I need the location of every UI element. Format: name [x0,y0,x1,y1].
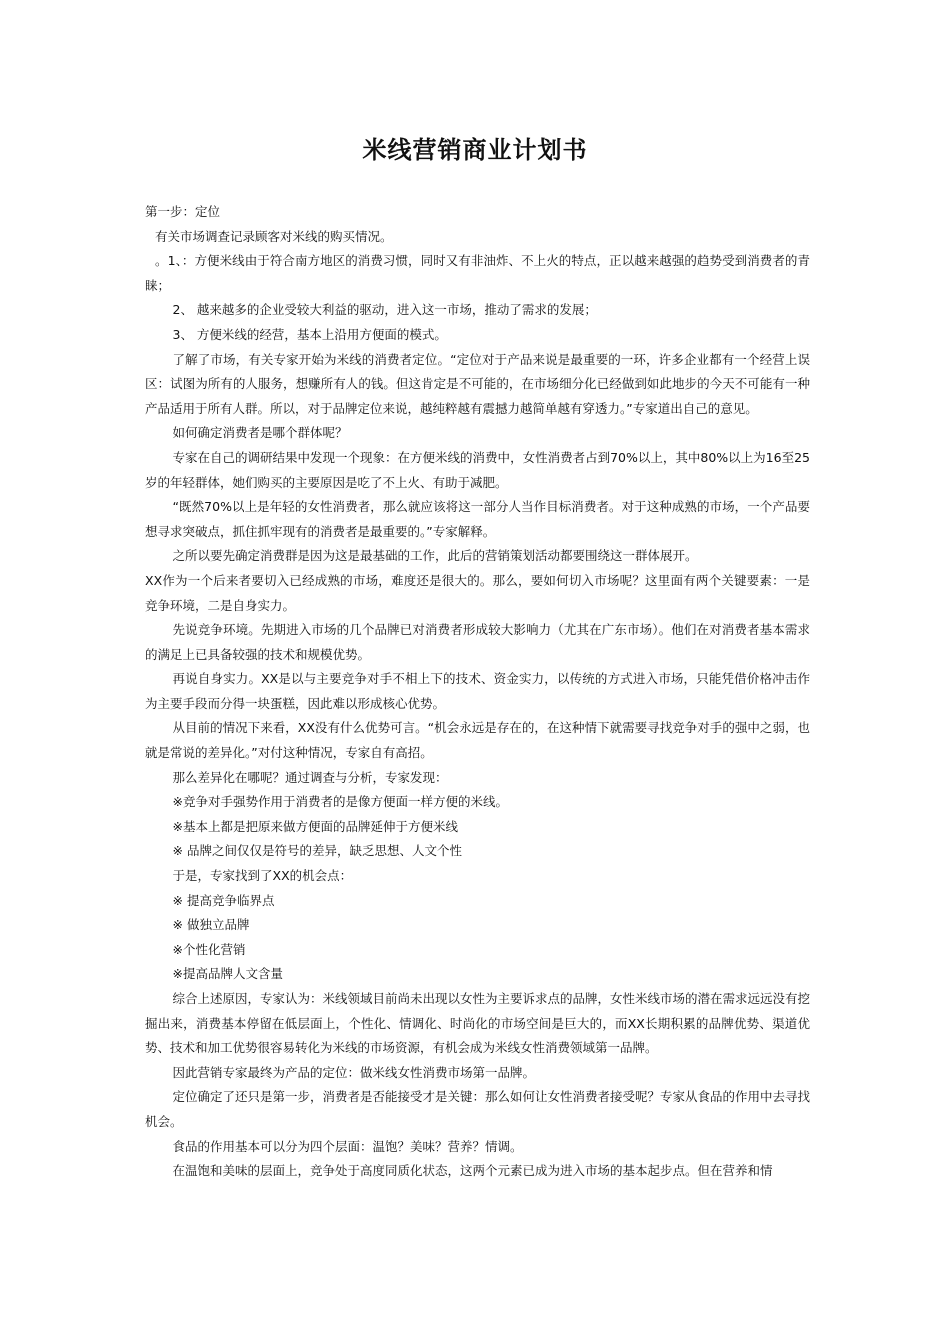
bullet-item: ※个性化营销 [172,941,246,957]
paragraph: 综合上述原因，专家认为：米线领域目前尚未出现以女性为主要诉求点的品牌，女性米线市场的潜在需求远远没有挖掘出来，消费基本停留在低层面上，个性化、情调化、时尚化的市场空间是巨大的，而XX长期积累的品牌优势、渠道优势、技术和加工优势很容易转化为米线的市场资源，有机会成为米线女性消费领域第一品牌。 [145,991,811,1056]
list-item: 2、 越来越多的企业受较大利益的驱动，进入这一市场，推动了需求的发展； [172,302,597,318]
paragraph: 从目前的情况下来看，XX没有什么优势可言。“机会永远是存在的，在这种情下就需要寻找竞争对手的强中之弱，也就是常说的差异化。”对付这种情况，专家自有高招。 [145,720,810,761]
paragraph: 专家在自己的调研结果中发现一个现象：在方便米线的消费中，女性消费者占到70%以上，其中80%以上为16至25岁的年轻群体，她们购买的主要原因是吃了不上火、有助于减肥。 [145,449,810,490]
list-item: 。1、：方便米线由于符合南方地区的消费习惯，同时又有非油炸、不上火的特点，正以越来越强的趋势受到消费者的青睐； [145,253,810,293]
paragraph: 之所以要先确定消费群是因为这是最基础的工作，此后的营销策划活动都要围绕这一群体展开。 [172,548,698,564]
paragraph: “既然70%以上是年轻的女性消费者，那么就应该将这一部分人当作目标消费者。对于这种成熟的市场，一个产品要想寻求突破点，抓住抓牢现有的消费者是最重要的。”专家解释。 [145,499,810,539]
paragraph: 在温饱和美味的层面上，竞争处于高度同质化状态，这两个元素已成为进入市场的基本起步点。但在营养和情 [172,1163,773,1179]
bullet-item: ※ 品牌之间仅仅是符号的差异，缺乏思想、人文个性 [172,843,462,859]
bullet-item: ※竞争对手强势作用于消费者的是像方便面一样方便的米线。 [172,794,508,810]
bullet-item: ※基本上都是把原来做方便面的品牌延伸于方便米线 [172,818,458,834]
section-heading: 第一步：定位 [145,204,221,219]
document-body [145,200,810,1184]
paragraph: 先说竞争环境。先期进入市场的几个品牌已对消费者形成较大影响力（尤其在广东市场）。他们在对消费者基本需求的满足上已具备较强的技术和规模优势。 [145,622,810,662]
paragraph: 食品的作用基本可以分为四个层面：温饱？美味？营养？情调。 [172,1138,523,1154]
document-title: 米线营销商业计划书 [362,136,588,164]
paragraph: 如何确定消费者是哪个群体呢？ [172,425,348,441]
paragraph: 再说自身实力。XX是以与主要竞争对手不相上下的技术、资金实力，以传统的方式进入市场，只能凭借价格冲击作为主要手段而分得一块蛋糕，因此难以形成核心优势。 [145,671,810,711]
paragraph: 有关市场调查记录顾客对米线的购买情况。 [155,228,393,244]
paragraph: 了解了市场，有关专家开始为米线的消费者定位。“定位对于产品来说是最重要的一环，许多企业都有一个经营上误区：试图为所有的人服务，想赚所有人的钱。但这肯定是不可能的，在市场细分化已经做到如此地步的今天不可能有一种产品适用于所有人群。所以，对于品牌定位来说，越纯粹越有震撼力越简单越有穿透力。”专家道出自己的意见。 [145,351,810,416]
paragraph: 定位确定了还只是第一步，消费者是否能接受才是关键：那么如何让女性消费者接受呢？专家从食品的作用中去寻找机会。 [145,1089,811,1129]
list-item: 3、 方便米线的经营，基本上沿用方便面的模式。 [172,326,447,342]
bullet-item: ※提高品牌人文含量 [172,966,283,982]
bullet-item: ※ 做独立品牌 [172,917,250,933]
paragraph: 于是，专家找到了XX的机会点： [172,868,353,884]
bullet-item: ※ 提高竞争临界点 [172,892,275,908]
paragraph: 因此营销专家最终为产品的定位：做米线女性消费市场第一品牌。 [172,1064,536,1080]
paragraph: 那么差异化在哪呢？通过调查与分析，专家发现： [172,769,448,785]
paragraph: XX作为一个后来者要切入已经成熟的市场，难度还是很大的。那么，要如何切入市场呢？这里面有两个关键要素：一是竞争环境，二是自身实力。 [145,572,810,613]
